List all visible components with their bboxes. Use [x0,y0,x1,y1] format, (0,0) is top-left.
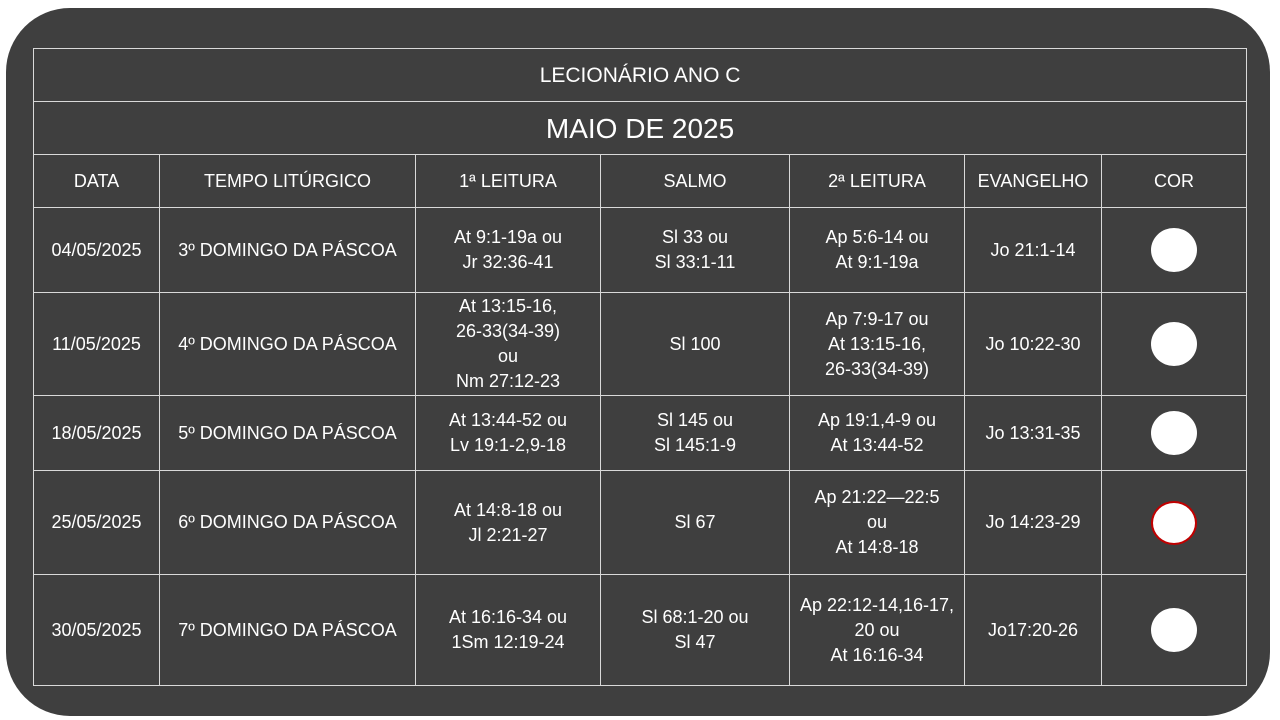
cell-color [1102,575,1247,686]
cell-color [1102,396,1247,471]
cell-gospel: Jo 14:23-29 [965,471,1102,575]
header-gospel: EVANGELHO [965,155,1102,208]
cell-first-reading: At 13:15-16, 26-33(34-39) ou Nm 27:12-23 [416,293,601,396]
cell-gospel: Jo 10:22-30 [965,293,1102,396]
cell-psalm: Sl 33 ou Sl 33:1-11 [601,208,790,293]
table-row [34,293,1247,396]
cell-second-reading: Ap 21:22—22:5 ou At 14:8-18 [790,471,965,575]
liturgical-color-swatch [1151,608,1197,652]
liturgical-color-swatch [1151,322,1197,366]
cell-psalm: Sl 68:1-20 ou Sl 47 [601,575,790,686]
cell-psalm: Sl 145 ou Sl 145:1-9 [601,396,790,471]
liturgical-color-swatch [1151,501,1197,545]
table-row [34,471,1247,575]
cell-first-reading: At 14:8-18 ou Jl 2:21-27 [416,471,601,575]
cell-date: 25/05/2025 [34,471,160,575]
table-title: LECIONÁRIO ANO C [34,49,1247,102]
cell-gospel: Jo 13:31-35 [965,396,1102,471]
table-row [34,208,1247,293]
cell-second-reading: Ap 5:6-14 ou At 9:1-19a [790,208,965,293]
header-color: COR [1102,155,1247,208]
cell-psalm: Sl 67 [601,471,790,575]
table-row [34,396,1247,471]
cell-second-reading: Ap 7:9-17 ou At 13:15-16, 26-33(34-39) [790,293,965,396]
cell-first-reading: At 13:44-52 ou Lv 19:1-2,9-18 [416,396,601,471]
cell-season: 5º DOMINGO DA PÁSCOA [160,396,416,471]
cell-first-reading: At 9:1-19a ou Jr 32:36-41 [416,208,601,293]
cell-gospel: Jo 21:1-14 [965,208,1102,293]
cell-color [1102,471,1247,575]
header-second-reading: 2ª LEITURA [790,155,965,208]
cell-second-reading: Ap 22:12-14,16-17, 20 ou At 16:16-34 [790,575,965,686]
cell-color [1102,208,1247,293]
table-row [34,575,1247,686]
lectionary-table [33,48,1247,686]
cell-date: 04/05/2025 [34,208,160,293]
cell-season: 6º DOMINGO DA PÁSCOA [160,471,416,575]
cell-date: 11/05/2025 [34,293,160,396]
cell-season: 3º DOMINGO DA PÁSCOA [160,208,416,293]
cell-first-reading: At 16:16-34 ou 1Sm 12:19-24 [416,575,601,686]
header-date: DATA [34,155,160,208]
cell-date: 30/05/2025 [34,575,160,686]
cell-gospel: Jo17:20-26 [965,575,1102,686]
month-title: MAIO DE 2025 [34,102,1247,155]
header-psalm: SALMO [601,155,790,208]
header-row [34,155,1247,208]
liturgical-color-swatch [1151,411,1197,455]
header-first-reading: 1ª LEITURA [416,155,601,208]
cell-psalm: Sl 100 [601,293,790,396]
header-season: TEMPO LITÚRGICO [160,155,416,208]
cell-color [1102,293,1247,396]
liturgical-color-swatch [1151,228,1197,272]
cell-date: 18/05/2025 [34,396,160,471]
cell-season: 4º DOMINGO DA PÁSCOA [160,293,416,396]
cell-second-reading: Ap 19:1,4-9 ou At 13:44-52 [790,396,965,471]
cell-season: 7º DOMINGO DA PÁSCOA [160,575,416,686]
